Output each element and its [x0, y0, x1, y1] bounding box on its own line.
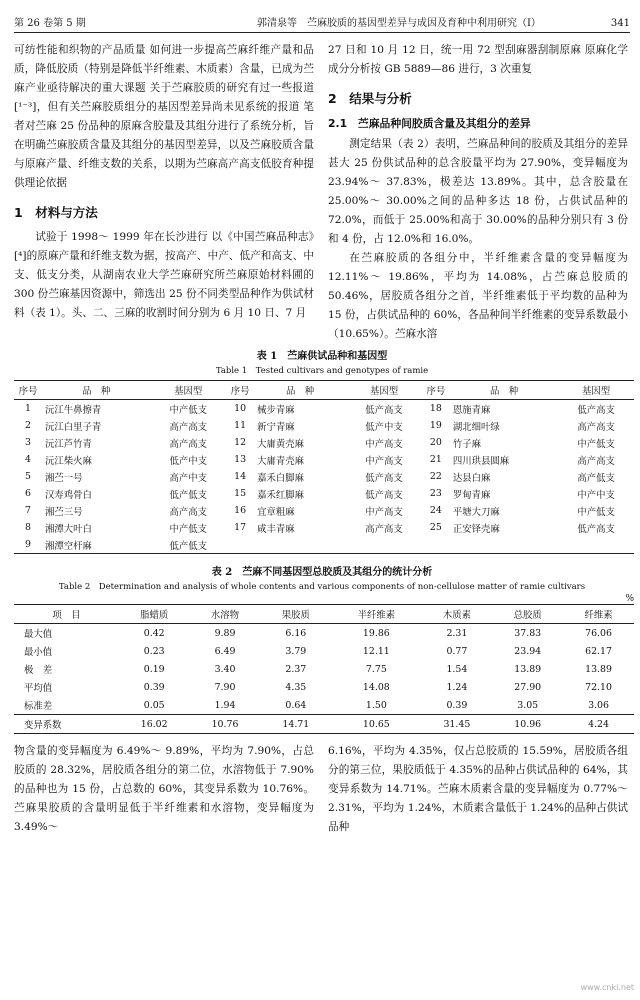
table1-cell: 湘苎一号: [45, 472, 83, 484]
table2-cell: 4.35: [285, 681, 307, 693]
table1-cell: 低产高支: [577, 404, 615, 416]
table2-cell: 10.96: [492, 715, 563, 734]
bottom-columns: [14, 742, 630, 837]
table1-cell: 5: [25, 471, 31, 482]
subsection-2-1-heading: 2.1 苎麻品种间胶质含量及其组分的差异: [328, 117, 531, 130]
table1-cell: 竹子麻: [452, 438, 482, 450]
table1-cell: [254, 536, 346, 554]
table2-cell: 7.75: [365, 663, 387, 675]
table1-cell: [226, 536, 254, 554]
table2-cell: 7.90: [214, 681, 236, 693]
table1-row: [14, 519, 634, 536]
table2-cell: 平均值: [24, 683, 53, 694]
table1-header-cell: 序号: [226, 381, 254, 400]
table2-header-cell: 项 目: [14, 605, 119, 624]
table1-header-cell: 序号: [14, 381, 42, 400]
table1-title-en: Table 1 Tested cultivars and genotypes of ramie: [215, 366, 429, 376]
table1-row: [14, 400, 634, 418]
table1-caption: [14, 350, 630, 378]
table1-cell: 1: [25, 403, 31, 414]
table1-cell: 高产中支: [169, 472, 207, 484]
table1-header-cell: 品 种: [42, 381, 150, 400]
table1-cell: 中产低支: [169, 404, 207, 416]
table2-cell: 37.83: [514, 627, 542, 639]
table2-cell: 0.23: [143, 645, 165, 657]
table1-cell: 四川珙县圆麻: [452, 455, 510, 467]
table2-cell: 6.49: [214, 645, 236, 657]
table2-cell: 3.79: [285, 645, 307, 657]
table1-cell: 高产低支: [577, 472, 615, 484]
table2-cell: 16.02: [119, 715, 190, 734]
table2-row: [14, 696, 634, 715]
table1-cell: 低产高支: [365, 472, 403, 484]
table2-cell: 变异系数: [14, 715, 119, 734]
table2-cell: 最小值: [24, 647, 53, 658]
table1-cell: 低产中支: [169, 455, 207, 467]
table2-cell: 6.16: [285, 627, 307, 639]
table2-cell: 1.94: [214, 699, 236, 711]
table1-row: [14, 451, 634, 468]
table1-cell: [450, 536, 558, 554]
table2-cell: 23.94: [514, 645, 542, 657]
table1-row: [14, 536, 634, 554]
table1-row: [14, 485, 634, 502]
table2-cell: 0.39: [446, 699, 468, 711]
table1-header-cell: 基因型: [346, 381, 422, 400]
table1-header-cell: 基因型: [150, 381, 226, 400]
table1-title-cn: 表 1 苎麻供试品种和基因型: [256, 351, 388, 362]
table1-cell: 嘉禾白脚麻: [257, 472, 304, 484]
table1-cell: 达县白麻: [452, 472, 491, 484]
left-column: [14, 41, 314, 344]
table1-cell: [346, 536, 422, 554]
bottom-right-paragraph: 6.16%，平均为 4.35%，仅占总胶质的 15.59%，居胶质各组分的第三位，果胶质低于 4.35%的品种占供试品种的 64%，其变异系数为 14.71%。苎麻木质素含量的变异幅度为 0.77%～ 2.31%，平均为 1.24%，木质素含量低于 1.24%的品种占供试品种: [328, 745, 628, 833]
intro-paragraph: 可纺性能和织物的产品质量 如何进一步提高苎麻纤维产量和品质，降低胶质（特别是降低半纤维素、木质素）含量，已成为苎麻产业亟待解决的重大课题 关于苎麻胶质的研究有过一些报道[¹⁻³]，但有关苎麻胶质组分的基因型差异尚未见系统的报道 笔者对苎麻 25 份品种的原麻含胶量及其组分进行了系统分析，旨在明确苎麻胶质含量及其组分的基因型差异，以及苎麻胶质含量与原麻产量、纤维支数的关系，以期为苎麻高产高支低胶育种提供理论依据: [14, 44, 314, 189]
table1-cell: 15: [234, 488, 247, 499]
table1-cell: 6: [25, 488, 31, 499]
table2-title-cn: 表 2 苎麻不同基因型总胶质及其组分的统计分析: [211, 567, 433, 578]
results-paragraph-1: 测定结果（表 2）表明，苎麻品种间的胶质及其组分的差异甚大 25 份供试品种的总含胶量平均为 27.90%，变异幅度为 23.94%～ 37.83%，极差达 13.89%。其中，总含胶量在 25.00%～ 30.00%之间的品种多达 18 份，占供试品种的 72.0%，而低于 25.00%和高于 30.00%的品种分别只有 3 份和 4 份，占 12.0%和 16.0%。: [328, 138, 628, 245]
table1-cell: 湖北细叶绿: [452, 421, 500, 433]
table2-caption: [14, 566, 630, 594]
table1-cell: 嘉禾红脚麻: [257, 489, 304, 501]
table1-cell: 高产高支: [577, 455, 615, 467]
table1-cell: 低产高支: [365, 489, 403, 501]
table1-row: [14, 434, 634, 451]
table2-header-cell: 木质素: [421, 605, 492, 624]
table1-cell: 沅江柴火麻: [45, 455, 92, 467]
table1-cell: 13: [234, 454, 247, 465]
table2-cell: 13.89: [585, 663, 612, 675]
table1-cell: 低产高支: [577, 523, 615, 535]
table1-cell: 中产高支: [365, 438, 403, 450]
article-running-title: 郭清泉等 苎麻胶质的基因型差异与成因及育种中利用研究（I）: [256, 18, 541, 29]
table2-header-cell: 脂蜡质: [119, 605, 190, 624]
table1-cell: 咸丰青麻: [257, 523, 295, 535]
table2-cell: 72.10: [585, 681, 612, 693]
table2-row: [14, 624, 634, 643]
table2-cell: 4.24: [563, 715, 634, 734]
table1-cell: [558, 536, 634, 554]
table2-cell: 极 差: [24, 665, 53, 676]
running-header: [14, 14, 630, 33]
table1-cell: 高产高支: [169, 438, 207, 450]
table1-cell: 7: [25, 505, 31, 516]
table1-cell: 湘潭大叶白: [45, 523, 92, 535]
table2-cell: 0.19: [143, 663, 165, 675]
table1-cell: 25: [429, 522, 442, 533]
table1-header-cell: 品 种: [254, 381, 346, 400]
table1-cell: 22: [429, 471, 442, 482]
table1-cell: 17: [234, 522, 247, 533]
table1-cell: 中产低支: [169, 523, 207, 535]
table1-cell: 高产高支: [169, 421, 207, 433]
table2-title-en: Table 2 Determination and analysis of whole contents and various components of non-cellulose matter of ramie cultivars: [58, 582, 586, 592]
table1-header-cell: 品 种: [450, 381, 558, 400]
table1-cell: [422, 536, 450, 554]
journal-issue: 第 26 卷第 5 期: [14, 18, 86, 29]
table1-cell: 正安铎壳麻: [452, 523, 500, 535]
table1-cell: 19: [429, 420, 442, 431]
table1-cell: 中产高支: [365, 506, 403, 518]
table2-row: [14, 642, 634, 660]
table2-cell: 标准差: [24, 701, 53, 712]
table1-cell: 低产低支: [169, 489, 207, 501]
table2-header-cell: 纤维素: [563, 605, 634, 624]
table1-cell: 中产中支: [577, 489, 615, 501]
table1-cell: 械步青麻: [257, 404, 295, 416]
table2-cell: 14.71: [260, 715, 331, 734]
bottom-left-paragraph: 物含量的变异幅度为 6.49%～ 9.89%，平均为 7.90%，占总胶质的 28.32%，居胶质各组分的第二位，水溶物低于 7.90%的品种也为 15 份，占总数的 60%，其变异系数为 10.76%。苎麻果胶质的含量明显低于半纤维素和水溶物，变异幅度为 3.49%～: [14, 745, 314, 833]
table2-cell: 2.31: [446, 627, 468, 639]
table1-header-cell: 基因型: [558, 381, 634, 400]
table2-cell: 0.64: [285, 699, 307, 711]
table1-cell: 11: [234, 420, 247, 431]
table1-cell: 2: [25, 420, 31, 431]
table1-cell: 沅江牛鼻擦青: [45, 404, 102, 416]
table2-header-cell: 水溶物: [190, 605, 261, 624]
table2-cell: 62.17: [585, 645, 612, 657]
table1-cell: 沅江白里子青: [45, 421, 102, 433]
table2-cell: 13.89: [514, 663, 542, 675]
table2-cell: 1.50: [365, 699, 387, 711]
table1-cell: 12: [234, 437, 247, 448]
table1-cell: 18: [429, 403, 442, 414]
table1-row: [14, 417, 634, 434]
table2-header-cell: 果胶质: [260, 605, 331, 624]
table2: [14, 604, 634, 734]
methods-paragraph: 试验于 1998～ 1999 年在长沙进行 以《中国苎麻品种志》[⁴]的原麻产量和纤维支数为据，按高产、中产、低产和高支、中支、低支分类，从湖南农业大学苎麻研究所苎麻原始材料圃的 300 份苎麻基因资源中，筛选出 25 份不同类型品种作为供试材料（表 1）。头、二、三麻的收割时间分别为 6 月 10 日、7 月: [14, 231, 314, 319]
table2-cell: 31.45: [421, 715, 492, 734]
page-number: 341: [610, 18, 630, 29]
table2-cell: 10.65: [331, 715, 421, 734]
bottom-right-column: [328, 742, 628, 837]
table1-cell: 24: [429, 505, 442, 516]
table1-cell: 大庸黄壳麻: [257, 438, 304, 450]
table1-cell: 3: [25, 437, 31, 448]
table1: [14, 380, 634, 554]
table2-cell: 3.40: [214, 663, 236, 675]
table2-cell: 1.24: [446, 681, 468, 693]
table1-header-cell: 序号: [422, 381, 450, 400]
table1-cell: 湘苎三号: [45, 506, 83, 518]
table1-cell: 8: [25, 522, 31, 533]
table2-cell: 19.86: [362, 627, 390, 639]
table1-cell: 恩施青麻: [452, 404, 491, 416]
table1-cell: 罗甸青麻: [452, 489, 491, 501]
table2-header-cell: 总胶质: [492, 605, 563, 624]
table2-cell: 1.54: [446, 663, 468, 675]
table2-cell: 10.76: [190, 715, 261, 734]
table1-cell: 23: [429, 488, 442, 499]
table2-cell: 76.06: [585, 627, 612, 639]
table1-cell: 16: [234, 505, 247, 516]
table2-cell: 14.08: [362, 681, 390, 693]
table1-cell: 平塘大刀麻: [452, 506, 500, 518]
methods-continued: 27 日和 10 月 12 日，统一用 72 型刮麻器刮制原麻 原麻化学成分分析按 GB 5889—86 进行，3 次重复: [328, 44, 628, 75]
table2-cell: 0.42: [143, 627, 165, 639]
table1-cell: 汉寿鸡骨白: [45, 489, 92, 501]
table2-unit: %: [625, 594, 634, 604]
table1-cell: 中产低支: [577, 438, 615, 450]
table1-cell: 大庸青壳麻: [257, 455, 304, 467]
table2-cell: 0.05: [143, 699, 165, 711]
table1-cell: 低产低支: [169, 540, 207, 552]
bottom-left-column: [14, 742, 314, 837]
right-column: [328, 41, 628, 344]
table1-cell: 4: [25, 454, 31, 465]
table2-cell: 0.39: [143, 681, 165, 693]
table2-row: [14, 660, 634, 678]
results-paragraph-2: 在苎麻胶质的各组分中，半纤维素含量的变异幅度为 12.11%～ 19.86%，平均为 14.08%，占苎麻总胶质的 50.46%，居胶质各组分之首，半纤维素低于平均数的品种为 15 份，占供试品种的 60%，各品种间半纤维素的变异系数最小（10.65%）。苎麻水溶: [328, 252, 628, 340]
table1-cell: 高产高支: [169, 506, 207, 518]
table1-cell: 沅江芦竹青: [45, 438, 92, 450]
table1-cell: 低产中支: [365, 421, 403, 433]
table2-cell: 9.89: [214, 627, 236, 639]
table2-cell: 3.05: [517, 699, 539, 711]
table1-cell: 21: [429, 454, 442, 465]
section-2-heading: 2 结果与分析: [328, 91, 412, 106]
top-columns: [14, 41, 630, 344]
table1-cell: 低产高支: [365, 404, 403, 416]
table1-row: [14, 468, 634, 485]
table2-cell: 0.77: [446, 645, 468, 657]
watermark: www.cnki.net: [580, 983, 634, 992]
table2-cell: 12.11: [362, 645, 390, 657]
table2-cell: 最大值: [24, 629, 53, 640]
table2-cell: 3.06: [588, 699, 609, 711]
table2-cell: 2.37: [285, 663, 307, 675]
table1-cell: 湘潭空杆麻: [45, 540, 92, 552]
table1-cell: 中产高支: [365, 455, 403, 467]
table1-cell: 10: [234, 403, 247, 414]
table1-cell: 14: [234, 471, 247, 482]
table1-cell: 中产低支: [577, 506, 615, 518]
table1-cell: 高产高支: [577, 421, 615, 433]
table1-cell: 宜章粗麻: [257, 506, 295, 518]
table2-cell: 27.90: [514, 681, 542, 693]
table1-row: [14, 502, 634, 519]
table2-row: [14, 715, 634, 734]
table1-cell: 高产高支: [365, 523, 403, 535]
table1-cell: 9: [25, 539, 31, 550]
table1-cell: 20: [429, 437, 442, 448]
table2-header-cell: 半纤维素: [331, 605, 421, 624]
section-1-heading: 1 材料与方法: [14, 205, 98, 220]
table1-cell: 新宁青麻: [257, 421, 295, 433]
table2-row: [14, 678, 634, 696]
